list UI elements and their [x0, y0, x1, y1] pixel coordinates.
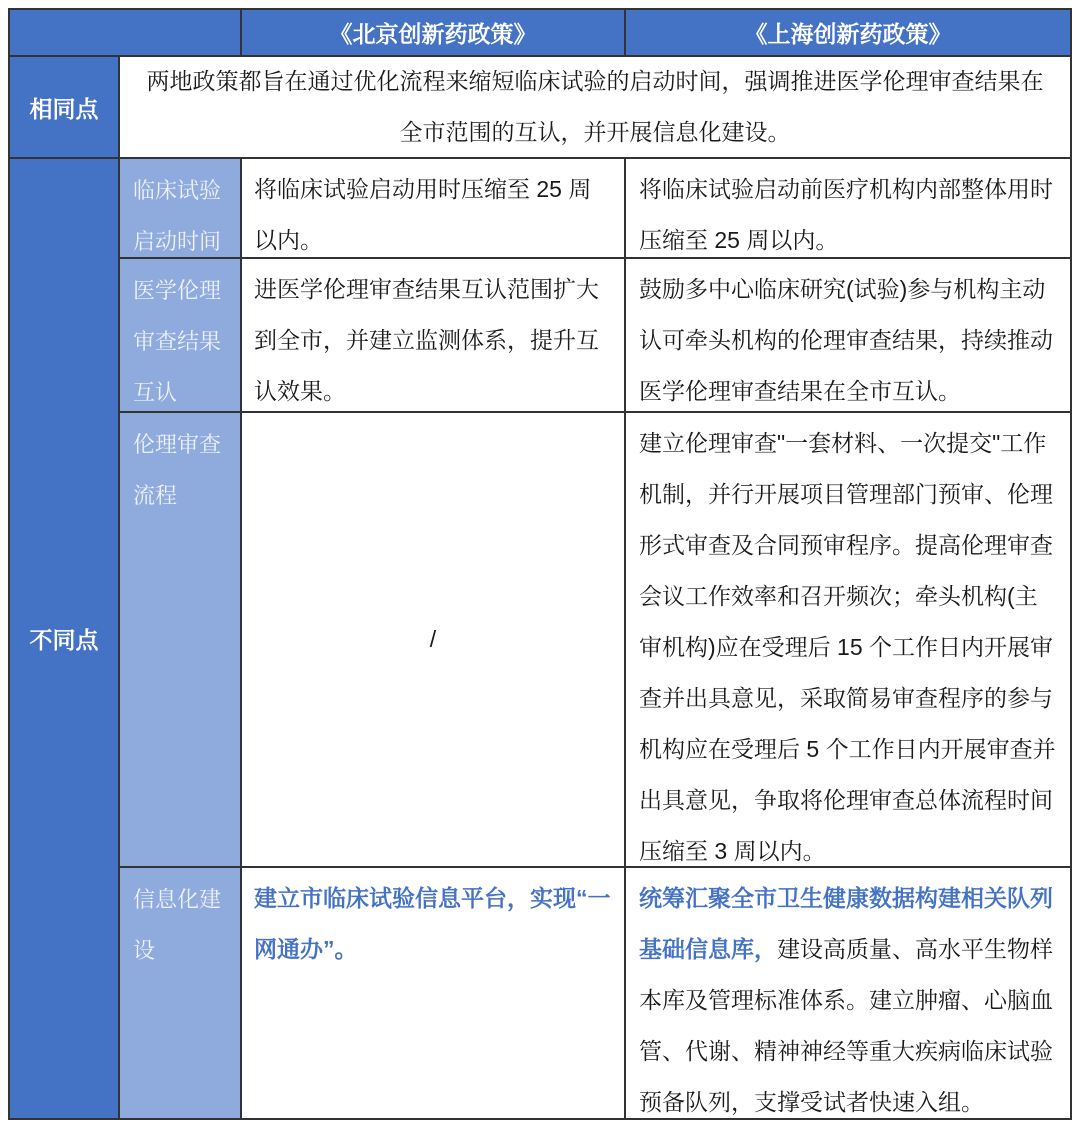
differences-label: 不同点 [10, 159, 120, 1118]
category-clinical-trial-start-time: 临床试验启动时间 [120, 159, 242, 259]
beijing-informatization-highlight: 建立市临床试验信息平台，实现“一网通办”。 [254, 885, 611, 962]
beijing-clinical-trial-start-time: 将临床试验启动用时压缩至 25 周以内。 [242, 159, 626, 259]
similarities-text: 两地政策都旨在通过优化流程来缩短临床试验的启动时间，强调推进医学伦理审查结果在全市范围的互认，并开展信息化建设。 [146, 68, 1044, 145]
shanghai-clinical-trial-start-time: 将临床试验启动前医疗机构内部整体用时压缩至 25 周以内。 [626, 159, 1070, 259]
shanghai-informatization [626, 868, 1070, 1118]
similarities-label: 相同点 [10, 57, 120, 159]
beijing-ethics-review-process-empty: / [242, 413, 626, 868]
category-ethics-review-process: 伦理审查流程 [120, 413, 242, 868]
header-cell-beijing-policy: 《北京创新药政策》 [242, 10, 626, 57]
category-ethics-review-mutual-recognition: 医学伦理审查结果互认 [120, 259, 242, 413]
policy-comparison-table [8, 8, 1072, 1120]
shanghai-informatization-rest: 建设高质量、高水平生物样本库及管理标准体系。建立肿瘤、心脑血管、代谢、精神神经等重大疾病临床试验预备队列，支撑受试者快速入组。 [639, 936, 1053, 1115]
beijing-ethics-review-mutual-recognition: 进医学伦理审查结果互认范围扩大到全市，并建立监测体系，提升互认效果。 [242, 259, 626, 413]
shanghai-ethics-review-process: 建立伦理审查"一套材料、一次提交"工作机制，并行开展项目管理部门预审、伦理形式审查及合同预审程序。提高伦理审查会议工作效率和召开频次；牵头机构(主审机构)应在受理后 15 个工作日内开展审查并出具意见，采取简易审查程序的参与机构应在受理后 5 个工作日内开展审查并出具意见，争取将伦理审查总体流程时间压缩至 3 周以内。 [626, 413, 1070, 868]
header-cell-shanghai-policy: 《上海创新药政策》 [626, 10, 1070, 57]
shanghai-informatization-highlight: 统筹汇聚全市卫生健康数据构建相关队列基础信息库， [639, 885, 1053, 962]
shanghai-ethics-review-mutual-recognition: 鼓励多中心临床研究(试验)参与机构主动认可牵头机构的伦理审查结果，持续推动医学伦理审查结果在全市互认。 [626, 259, 1070, 413]
category-informatization: 信息化建设 [120, 868, 242, 1118]
beijing-informatization [242, 868, 626, 1118]
similarities-content-cell [120, 57, 1070, 159]
header-corner-cell [10, 10, 242, 57]
